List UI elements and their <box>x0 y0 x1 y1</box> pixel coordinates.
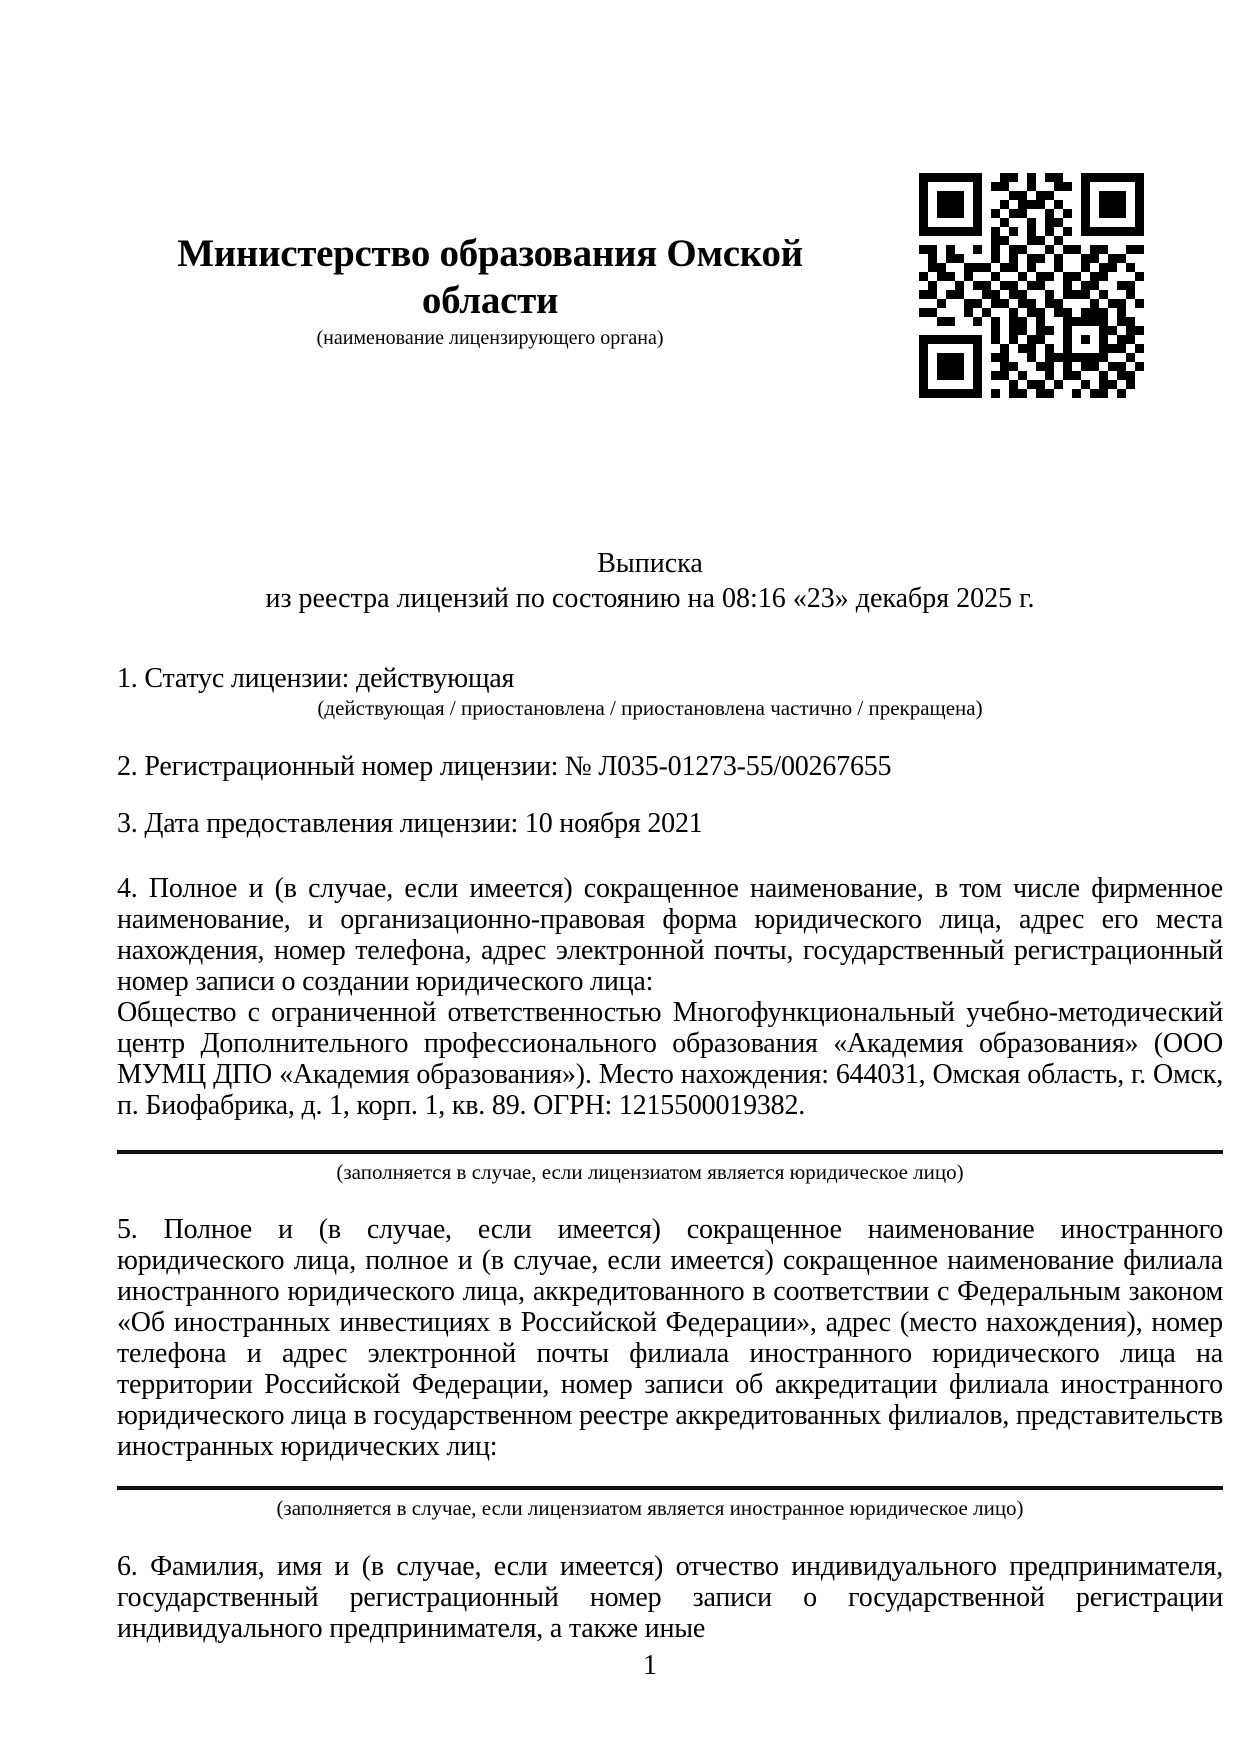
legal-entity-caption: (заполняется в случае, если лицензиатом является юридическое лицо) <box>336 1160 964 1184</box>
grant-date-text: 3. Дата предоставления лицензии: 10 ноября 2021 <box>117 808 703 839</box>
legal-entity-prompt: 4. Полное и (в случае, если имеется) сокращенное наименование, в том числе фирменное наименование, и организационно-правовая форма юридического лица, адрес его места нахождения, номер телефона, адрес электронной почты, государственный регистрационный номер записи о создании юридического лица: <box>117 873 1223 997</box>
license-status-text: 1. Статус лицензии: действующая <box>117 663 515 694</box>
section-grant-date <box>117 808 1223 839</box>
separator-rule <box>117 1486 1223 1490</box>
document-title-block <box>117 546 1183 616</box>
licensing-authority-name: Министерство образования Омской области <box>177 232 803 322</box>
licensing-authority-block <box>112 230 868 350</box>
separator-rule <box>117 1150 1223 1154</box>
page-footer <box>117 1650 1183 1681</box>
section-entrepreneur <box>117 1551 1223 1644</box>
qr-code <box>919 173 1144 398</box>
license-status-caption: (действующая / приостановлена / приостановлена частично / прекращена) <box>317 696 983 720</box>
section-registration-number <box>117 751 1223 782</box>
licensing-authority-caption: (наименование лицензирующего органа) <box>316 327 664 349</box>
foreign-entity-caption: (заполняется в случае, если лицензиатом является иностранное юридическое лицо) <box>276 1496 1024 1520</box>
section-legal-entity <box>117 873 1223 1121</box>
document-title: Выписка <box>597 548 703 579</box>
registration-number-text: 2. Регистрационный номер лицензии: № Л035-01273-55/00267655 <box>117 751 892 782</box>
foreign-entity-prompt: 5. Полное и (в случае, если имеется) сокращенное наименование иностранного юридического лица, полное и (в случае, если имеется) сокращенное наименование филиала иностранного юридического лица, аккредитованного в соответствии с Федеральным законом «Об иностранных инвестициях в Российской Федерации», адрес (место нахождения), номер телефона и адрес электронной почты филиала иностранного юридического лица на территории Российской Федерации, номер записи об аккредитации филиала иностранного юридического лица в государственном реестре аккредитованных филиалов, представительств иностранных юридических лиц: <box>117 1214 1223 1462</box>
legal-entity-value: Общество с ограниченной ответственностью Многофункциональный учебно-методический центр Дополнительного профессионального образования «Академия образования» (ООО МУМЦ ДПО «Академия образования»). Место нахождения: 644031, Омская область, г. Омск, п. Биофабрика, д. 1, корп. 1, кв. 89. ОГРН: 1215500019382. <box>117 997 1223 1121</box>
entrepreneur-text: 6. Фамилия, имя и (в случае, если имеется) отчество индивидуального предпринимателя, государственный регистрационный номер записи о государственной регистрации индивидуального предпринимателя, а также иные <box>117 1551 1223 1644</box>
page-number: 1 <box>643 1650 657 1681</box>
foreign-entity-rule-block <box>117 1486 1223 1520</box>
qr-code-image <box>919 173 1144 398</box>
section-license-status <box>117 663 1223 720</box>
document-subtitle: из реестра лицензий по состоянию на 08:16 «23» декабря 2025 г. <box>265 583 1035 614</box>
legal-entity-rule-block <box>117 1150 1223 1184</box>
section-foreign-entity <box>117 1214 1223 1462</box>
